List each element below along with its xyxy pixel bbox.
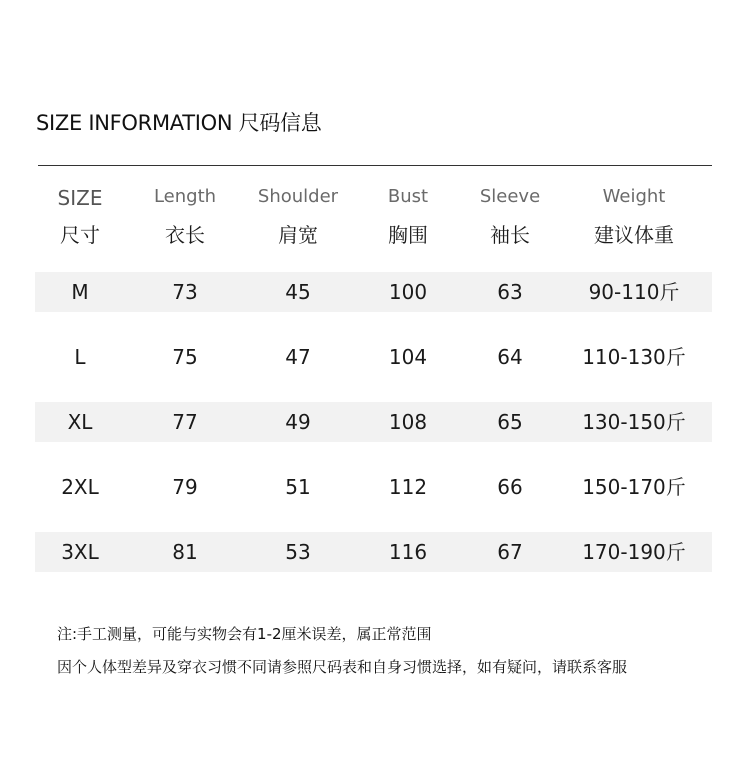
header-shoulder-cn: 肩宽: [278, 223, 318, 247]
measurement-note: 注:手工测量，可能与实物会有1-2厘米误差，属正常范围: [57, 625, 432, 643]
cell-length: 77: [172, 410, 198, 434]
header-weight-en: Weight: [602, 186, 666, 207]
cell-bust: 104: [388, 345, 428, 369]
cell-sleeve: 64: [497, 345, 523, 369]
cell-length: 73: [172, 280, 198, 304]
header-bust-cn: 胸围: [388, 223, 428, 247]
cell-bust: 112: [388, 475, 428, 499]
cell-sleeve: 65: [497, 410, 523, 434]
cell-shoulder: 53: [285, 540, 311, 564]
cell-shoulder: 45: [285, 280, 311, 304]
cell-size: 3XL: [61, 540, 99, 564]
cell-weight: 130-150斤: [582, 410, 686, 434]
cell-length: 81: [172, 540, 198, 564]
cell-size: XL: [67, 410, 93, 434]
cell-weight: 90-110斤: [588, 280, 680, 304]
cell-sleeve: 66: [497, 475, 523, 499]
page-title: SIZE INFORMATION 尺码信息: [36, 111, 322, 135]
cell-shoulder: 49: [285, 410, 311, 434]
cell-weight: 170-190斤: [582, 540, 686, 564]
cell-sleeve: 63: [497, 280, 523, 304]
header-size-cn: 尺寸: [60, 223, 100, 247]
header-length-en: Length: [153, 186, 217, 207]
cell-bust: 116: [388, 540, 428, 564]
cell-weight: 110-130斤: [582, 345, 686, 369]
cell-shoulder: 47: [285, 345, 311, 369]
header-size-en: SIZE: [57, 186, 103, 210]
cell-shoulder: 51: [285, 475, 311, 499]
cell-length: 79: [172, 475, 198, 499]
cell-length: 75: [172, 345, 198, 369]
header-sleeve-cn: 袖长: [490, 223, 530, 247]
header-sleeve-en: Sleeve: [479, 186, 541, 207]
cell-weight: 150-170斤: [582, 475, 686, 499]
header-shoulder-en: Shoulder: [257, 186, 339, 207]
cell-bust: 100: [388, 280, 428, 304]
cell-size: L: [74, 345, 86, 369]
cell-size: M: [71, 280, 89, 304]
cell-size: 2XL: [61, 475, 99, 499]
header-bust-en: Bust: [387, 186, 429, 207]
cell-bust: 108: [388, 410, 428, 434]
selection-note: 因个人体型差异及穿衣习惯不同请参照尺码表和自身习惯选择，如有疑问，请联系客服: [57, 658, 628, 676]
cell-sleeve: 67: [497, 540, 523, 564]
header-length-cn: 衣长: [165, 223, 205, 247]
header-weight-cn: 建议体重: [594, 223, 674, 247]
